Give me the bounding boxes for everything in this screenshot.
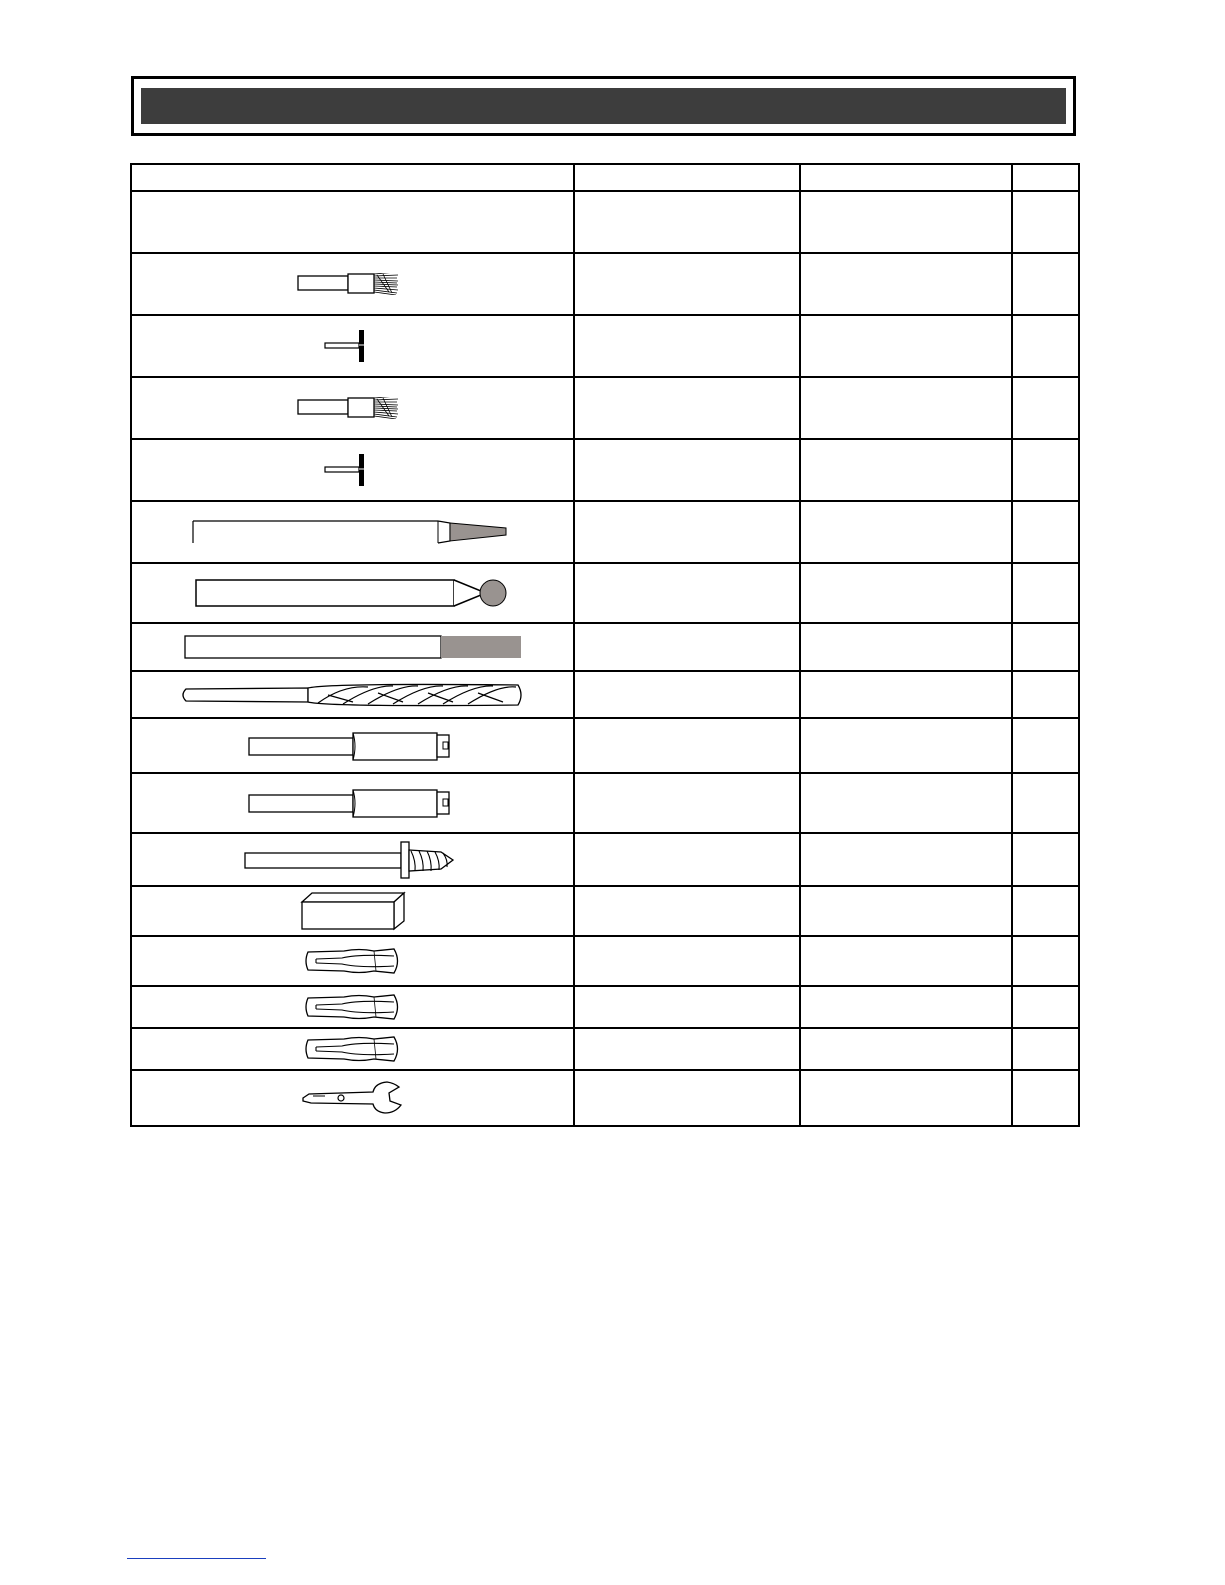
cell-qty bbox=[1012, 936, 1079, 986]
cell-col2 bbox=[574, 986, 800, 1028]
table-row bbox=[131, 563, 1079, 623]
cell-col2 bbox=[574, 623, 800, 671]
picture-cell bbox=[131, 773, 574, 833]
cell-col3 bbox=[800, 671, 1012, 718]
table-row bbox=[131, 501, 1079, 563]
spanner-wrench-icon bbox=[301, 1081, 405, 1115]
cell-col2 bbox=[574, 191, 800, 253]
picture-cell bbox=[131, 1028, 574, 1070]
cell-qty bbox=[1012, 671, 1079, 718]
header-cell-qty bbox=[1012, 164, 1079, 191]
picture-cell bbox=[131, 623, 574, 671]
cell-qty bbox=[1012, 501, 1079, 563]
ball-grinding-point-icon bbox=[193, 577, 513, 609]
cell-qty bbox=[1012, 439, 1079, 501]
table-row bbox=[131, 833, 1079, 886]
picture-cell bbox=[131, 986, 574, 1028]
table-row bbox=[131, 253, 1079, 315]
cell-col2 bbox=[574, 773, 800, 833]
cell-col2 bbox=[574, 563, 800, 623]
twist-drill-bit-icon bbox=[178, 681, 528, 709]
parts-table bbox=[130, 163, 1080, 1127]
cell-col2 bbox=[574, 886, 800, 936]
cell-qty bbox=[1012, 986, 1079, 1028]
cell-col2 bbox=[574, 718, 800, 773]
picture-cell bbox=[131, 1070, 574, 1126]
cell-col3 bbox=[800, 623, 1012, 671]
table-row bbox=[131, 718, 1079, 773]
picture-cell bbox=[131, 315, 574, 377]
cell-col2 bbox=[574, 1070, 800, 1126]
cup-wire-brush-icon bbox=[297, 397, 409, 419]
table-row bbox=[131, 623, 1079, 671]
cell-col2 bbox=[574, 315, 800, 377]
section-title-bar bbox=[141, 88, 1066, 124]
cylinder-bit-icon bbox=[247, 788, 459, 818]
table-row bbox=[131, 936, 1079, 986]
table-row bbox=[131, 671, 1079, 718]
picture-cell bbox=[131, 563, 574, 623]
picture-cell bbox=[131, 886, 574, 936]
cell-col2 bbox=[574, 501, 800, 563]
cell-col3 bbox=[800, 886, 1012, 936]
picture-cell bbox=[131, 191, 574, 253]
cell-col3 bbox=[800, 718, 1012, 773]
cell-col3 bbox=[800, 773, 1012, 833]
picture-cell bbox=[131, 936, 574, 986]
cell-qty bbox=[1012, 315, 1079, 377]
cell-col3 bbox=[800, 563, 1012, 623]
cell-col3 bbox=[800, 986, 1012, 1028]
table-header-row bbox=[131, 164, 1079, 191]
table-row bbox=[131, 315, 1079, 377]
cell-qty bbox=[1012, 191, 1079, 253]
cell-col2 bbox=[574, 253, 800, 315]
picture-cell bbox=[131, 377, 574, 439]
cell-col2 bbox=[574, 377, 800, 439]
flat-grinding-stick-icon bbox=[183, 634, 523, 660]
cell-qty bbox=[1012, 377, 1079, 439]
collet-icon bbox=[304, 992, 402, 1022]
cell-col3 bbox=[800, 501, 1012, 563]
header-cell-col3 bbox=[800, 164, 1012, 191]
wheel-wire-brush-icon bbox=[323, 329, 383, 363]
wheel-wire-brush-icon bbox=[323, 453, 383, 487]
picture-cell bbox=[131, 671, 574, 718]
table-row bbox=[131, 773, 1079, 833]
cell-col3 bbox=[800, 315, 1012, 377]
table-row bbox=[131, 377, 1079, 439]
picture-cell bbox=[131, 718, 574, 773]
footer-link-underline[interactable] bbox=[127, 1557, 266, 1559]
table-row bbox=[131, 886, 1079, 936]
cell-qty bbox=[1012, 718, 1079, 773]
cell-col3 bbox=[800, 191, 1012, 253]
table-row bbox=[131, 191, 1079, 253]
block-icon bbox=[300, 891, 406, 931]
tapered-grinding-point-icon bbox=[188, 519, 518, 545]
collet-icon bbox=[304, 1034, 402, 1064]
picture-cell bbox=[131, 439, 574, 501]
cell-qty bbox=[1012, 886, 1079, 936]
table-row bbox=[131, 439, 1079, 501]
screw-mandrel-icon bbox=[243, 840, 463, 880]
picture-cell bbox=[131, 501, 574, 563]
section-title-frame bbox=[131, 76, 1076, 136]
cell-col3 bbox=[800, 1028, 1012, 1070]
table-row bbox=[131, 986, 1079, 1028]
cell-col3 bbox=[800, 377, 1012, 439]
cell-col2 bbox=[574, 833, 800, 886]
cell-col2 bbox=[574, 671, 800, 718]
table-row bbox=[131, 1070, 1079, 1126]
cell-col2 bbox=[574, 439, 800, 501]
cell-qty bbox=[1012, 833, 1079, 886]
cylinder-bit-icon bbox=[247, 731, 459, 761]
cell-qty bbox=[1012, 1070, 1079, 1126]
table-row bbox=[131, 1028, 1079, 1070]
cell-qty bbox=[1012, 1028, 1079, 1070]
header-cell-col2 bbox=[574, 164, 800, 191]
collet-icon bbox=[304, 946, 402, 976]
cell-col3 bbox=[800, 439, 1012, 501]
cell-col3 bbox=[800, 936, 1012, 986]
cell-col2 bbox=[574, 1028, 800, 1070]
header-cell-picture bbox=[131, 164, 574, 191]
cell-qty bbox=[1012, 253, 1079, 315]
cell-col3 bbox=[800, 253, 1012, 315]
picture-cell bbox=[131, 253, 574, 315]
cell-qty bbox=[1012, 773, 1079, 833]
cell-col3 bbox=[800, 833, 1012, 886]
cell-col2 bbox=[574, 936, 800, 986]
cell-col3 bbox=[800, 1070, 1012, 1126]
picture-cell bbox=[131, 833, 574, 886]
cell-qty bbox=[1012, 623, 1079, 671]
cell-qty bbox=[1012, 563, 1079, 623]
cup-wire-brush-icon bbox=[297, 273, 409, 295]
